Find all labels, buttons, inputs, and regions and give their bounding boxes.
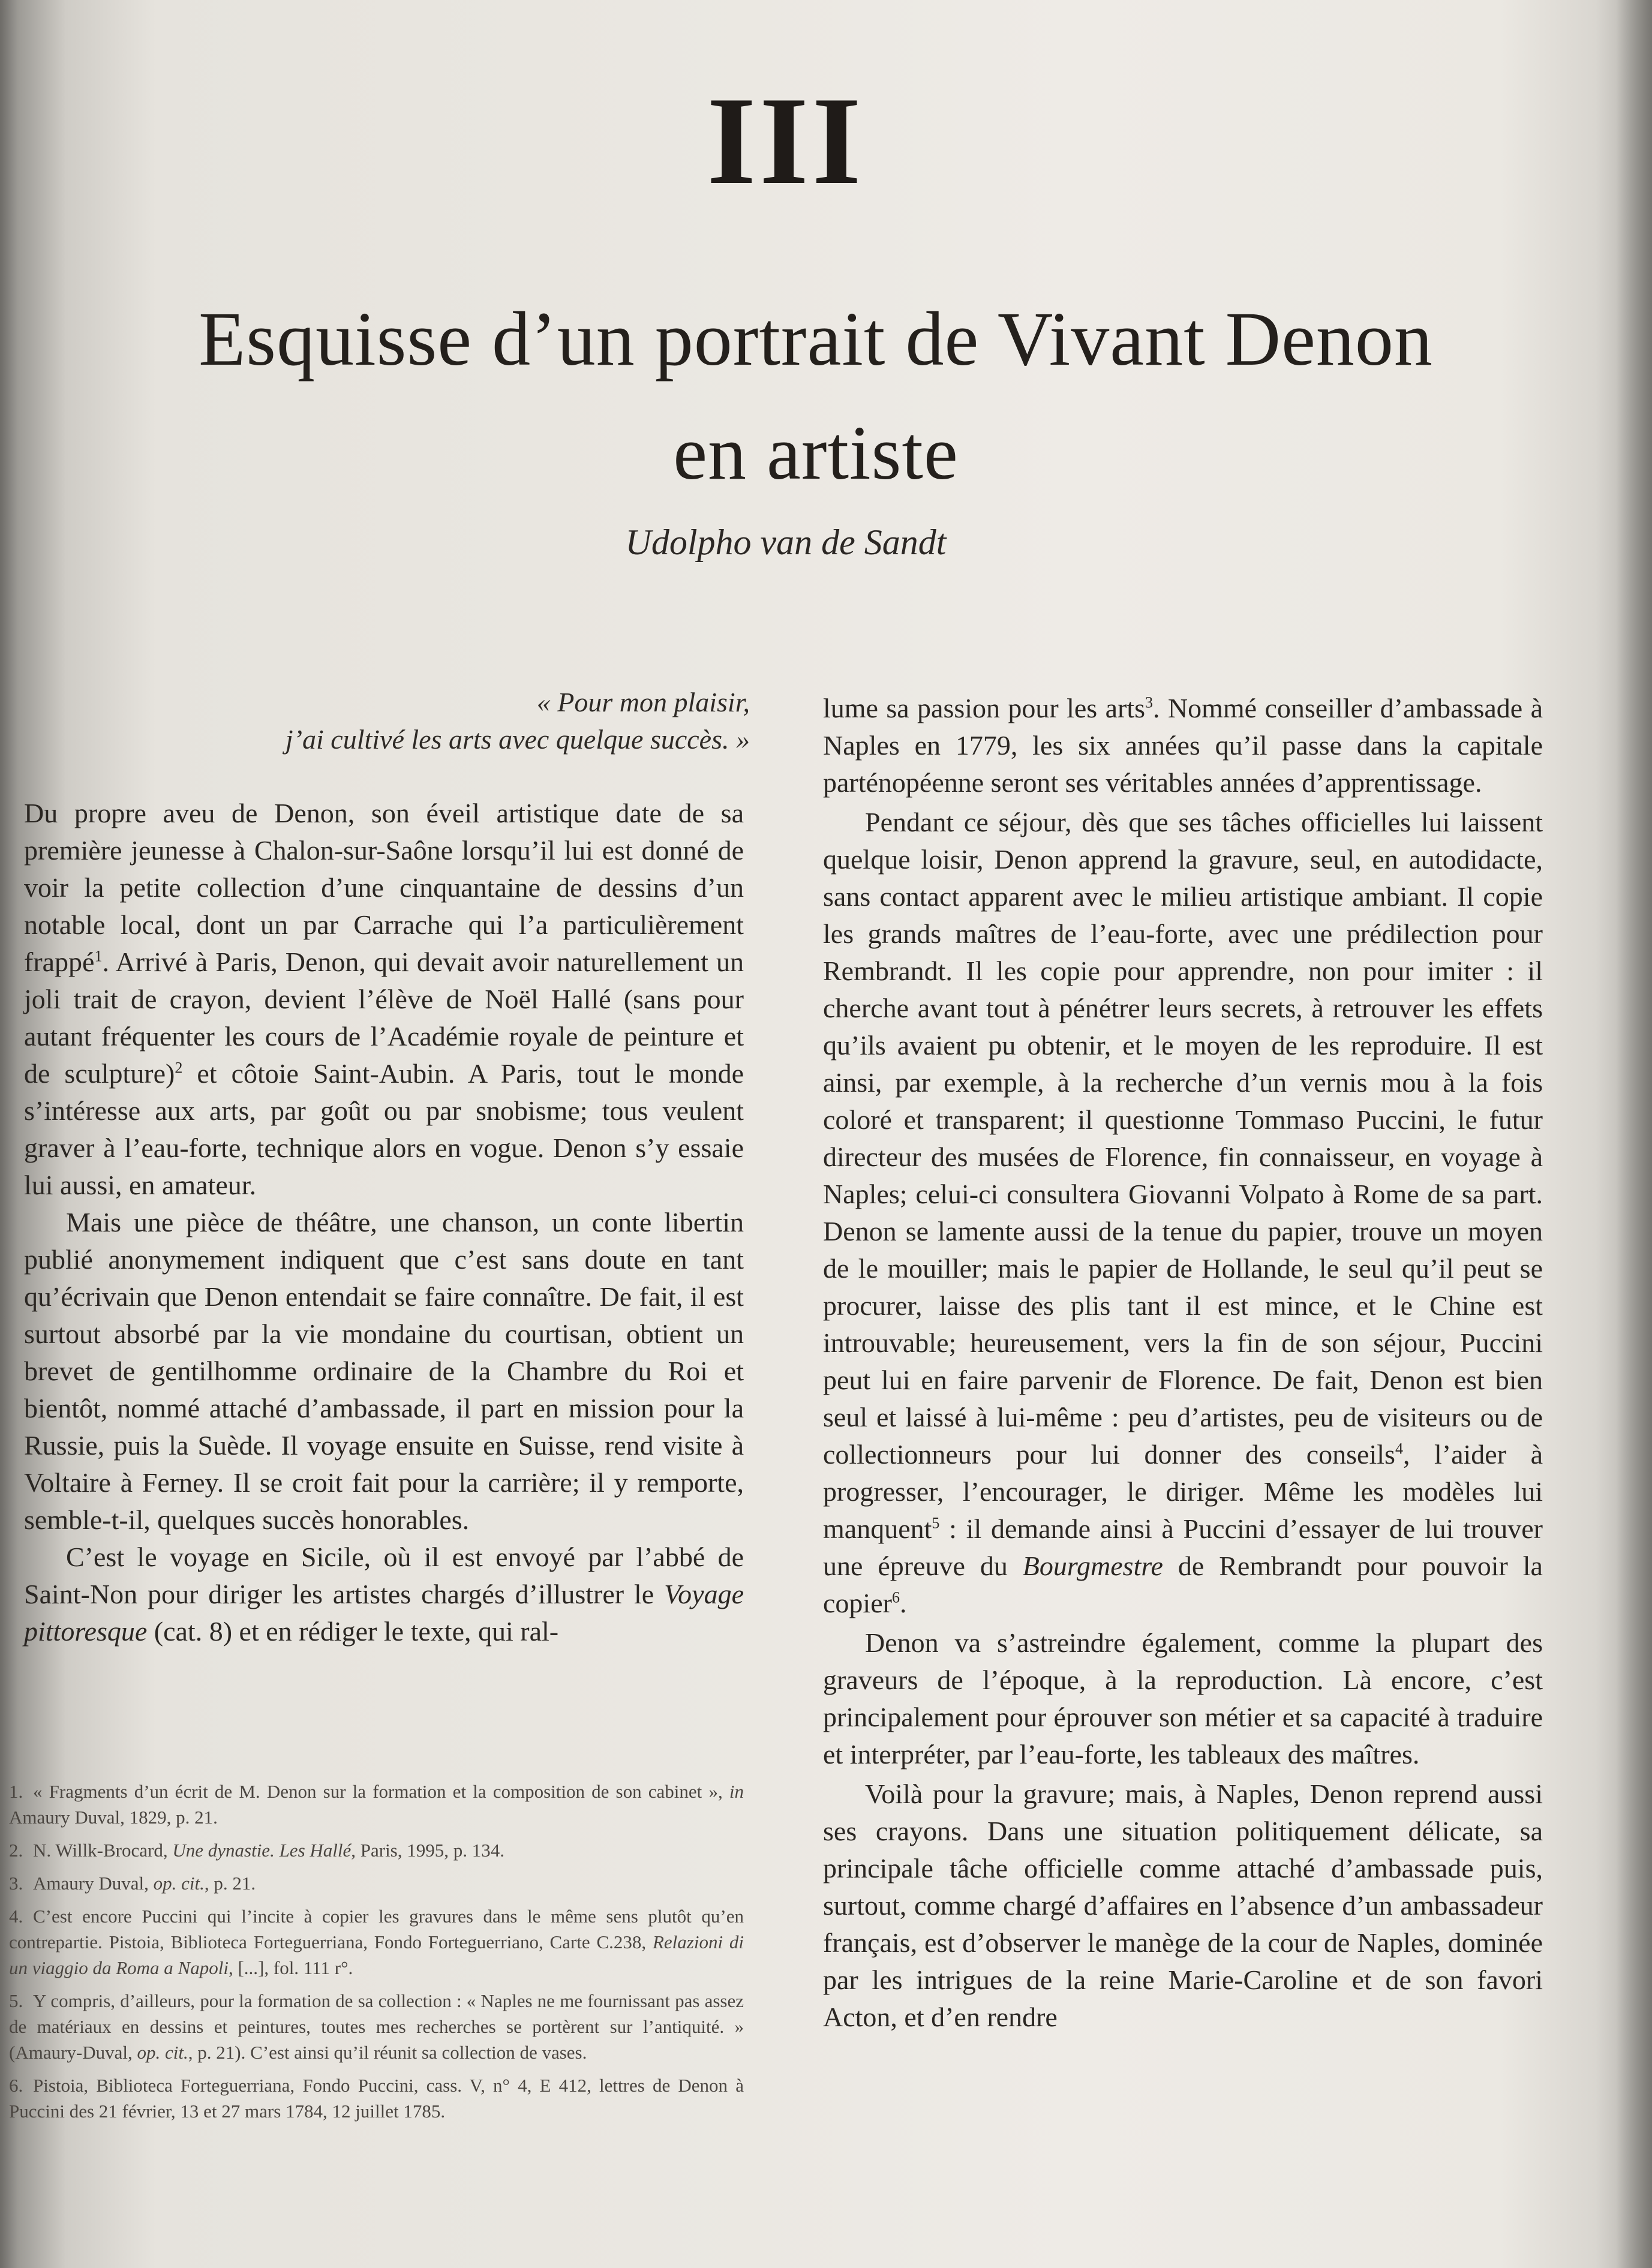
epigraph-line-1: « Pour mon plaisir, (536, 687, 750, 717)
epigraph (180, 684, 750, 758)
left-column (24, 795, 744, 1650)
chapter-title (96, 282, 1536, 510)
footnote-ref: 3 (1145, 693, 1153, 711)
chapter-title-line-2: en artiste (673, 410, 959, 495)
footnote: 1. « Fragments d’un écrit de M. Denon sur la formation et la composition de son cabinet », in Amaury Duval, 1829, p. 21. (9, 1781, 744, 1828)
footnote-ref: 6 (891, 1588, 900, 1606)
footnote: 6. Pistoia, Biblioteca Forteguerriana, Fondo Puccini, cass. V, n° 4, E 412, lettres de Denon à Puccini des 21 février, 13 et 27 mars 1784, 12 juillet 1785. (9, 2075, 744, 2122)
italic-title: Bourgmestre (1022, 1551, 1163, 1581)
paragraph: C’est le voyage en Sicile, où il est envoyé par l’abbé de Saint-Non pour diriger les artistes chargés d’illustrer le Voyage pittoresque (cat. 8) et en rédiger le texte, qui ral- (24, 1542, 744, 1647)
paragraph: Denon va s’astreindre également, comme la plupart des graveurs de l’époque, à la reproduction. Là encore, c’est principalement pour éprouver son métier et sa capacité à traduire et interpréter, par l’eau-forte, les tableaux des maîtres. (823, 1627, 1543, 1770)
paragraph: Pendant ce séjour, dès que ses tâches officielles lui laissent quelque loisir, Denon apprend la gravure, seul, en autodidacte, sans contact apparent avec le milieu artistique ambiant. Il copie les grands maîtres de l’eau-forte, avec une prédilection pour Rembrandt. Il les copie pour apprendre, non pour imiter : il cherche avant tout à pénétrer leurs secrets, à retrouver les effets qu’ils avaient pu obtenir, et le moyen de les reproduire. Il est ainsi, par exemple, à la recherche d’un vernis mou à la fois coloré et transparent; il questionne Tommaso Puccini, le futur directeur des musées de Florence, fin connaisseur, en voyage à Naples; celui-ci consultera Giovanni Volpato à Rome de sa part. Denon se lamente aussi de la tenue du papier, trouve un moyen de le mouiller; mais le papier de Hollande, le seul qu’il peut se procurer, laisse des plis tant il est mince, et le Chine est introuvable; heureusement, vers la fin de son séjour, Puccini peut lui en faire parvenir de Florence. De fait, Denon est bien seul et laissé à lui-même : peu d’artistes, peu de visiteurs ou de collectionneurs pour lui donner des conseils$^4$, l’aider à progresser, l’encourager, le diriger. Même les modèles lui manquent$^5$ : il demande ainsi à Puccini d’essayer de lui trouver une épreuve du Bourgmestre de Rembrandt pour pouvoir la copier$^6$. (823, 807, 1543, 1618)
footnote: 5. Y compris, d’ailleurs, pour la formation de sa collection : « Naples ne me fournissant pas assez de matériaux en dessins et peintures, toutes mes recherches se portèrent sur l’antiquité. » (Amaury-Duval, op. cit., p. 21). C’est ainsi qu’il réunit sa collection de vases. (9, 1990, 744, 2063)
author-name: Udolpho van de Sandt (625, 522, 947, 562)
epigraph-line-2: j’ai cultivé les arts avec quelque succès. » (285, 724, 750, 755)
paragraph: Voilà pour la gravure; mais, à Naples, Denon reprend aussi ses crayons. Dans une situation politiquement délicate, sa principale tâche officielle comme attaché d’ambassade puis, surtout, comme chargé d’affaires en l’absence d’un ambassadeur français, est d’observer le manège de la cour de Naples, dominée par les intrigues de la reine Marie-Caroline et de son favori Acton, et d’en rendre (823, 1779, 1543, 2032)
page-gutter-shadow (1616, 0, 1652, 2268)
footnote-ref: 4 (1395, 1440, 1403, 1458)
chapter-number: III (707, 71, 865, 211)
footnote-ref: 1 (94, 947, 103, 965)
chapter-title-line-1: Esquisse d’un portrait de Vivant Denon (199, 296, 1433, 381)
paragraph: lume sa passion pour les arts$^3$. Nommé conseiller d’ambassade à Naples en 1779, les six années qu’il passe dans la capitale parténopéenne seront ses véritables années d’apprentissage. (823, 693, 1543, 798)
footnote: 4. C’est encore Puccini qui l’incite à copier les gravures dans le même sens plutôt qu’en contrepartie. Pistoia, Biblioteca Forteguerriana, Fondo Forteguerriano, Carte C.238, Relazioni di un viaggio da Roma a Napoli, [...], fol. 111 r°. (9, 1906, 744, 1978)
footnote: 2. N. Willk-Brocard, Une dynastie. Les Hallé, Paris, 1995, p. 134. (9, 1840, 504, 1861)
footnote-ref: 2 (175, 1059, 183, 1077)
footnote-ref: 5 (932, 1514, 940, 1532)
right-column (823, 690, 1543, 2036)
paragraph: Du propre aveu de Denon, son éveil artistique date de sa première jeunesse à Chalon-sur-Saône lorsqu’il lui est donné de voir la petite collection d’une cinquantaine de dessins d’un notable local, dont un par Carrache qui l’a particulièrement frappé$^1$. Arrivé à Paris, Denon, qui devait avoir naturellement un joli trait de crayon, devient l’élève de Noël Hallé (sans pour autant fréquenter les cours de l’Académie royale de peinture et de sculpture)$^2$ et côtoie Saint-Aubin. A Paris, tout le monde s’intéresse aux arts, par goût ou par snobisme; tous veulent graver à l’eau-forte, technique alors en vogue. Denon s’y essaie lui aussi, en amateur. (24, 798, 744, 1200)
footnote: 3. Amaury Duval, op. cit., p. 21. (9, 1873, 256, 1894)
footnotes (9, 1779, 744, 2131)
paragraph: Mais une pièce de théâtre, une chanson, un conte libertin publié anonymement indiquent que c’est sans doute en tant qu’écrivain que Denon entendait se faire connaître. De fait, il est surtout absorbé par la vie mondaine du courtisan, obtient un brevet de gentilhomme ordinaire de la Chambre du Roi et bientôt, nommé attaché d’ambassade, il part en mission pour la Russie, puis la Suède. Il voyage ensuite en Suisse, rend visite à Voltaire à Ferney. Il se croit fait pour la carrière; il y remporte, semble-t-il, quelques succès honorables. (24, 1207, 744, 1535)
italic-title: Voyage pittoresque (24, 1579, 744, 1647)
